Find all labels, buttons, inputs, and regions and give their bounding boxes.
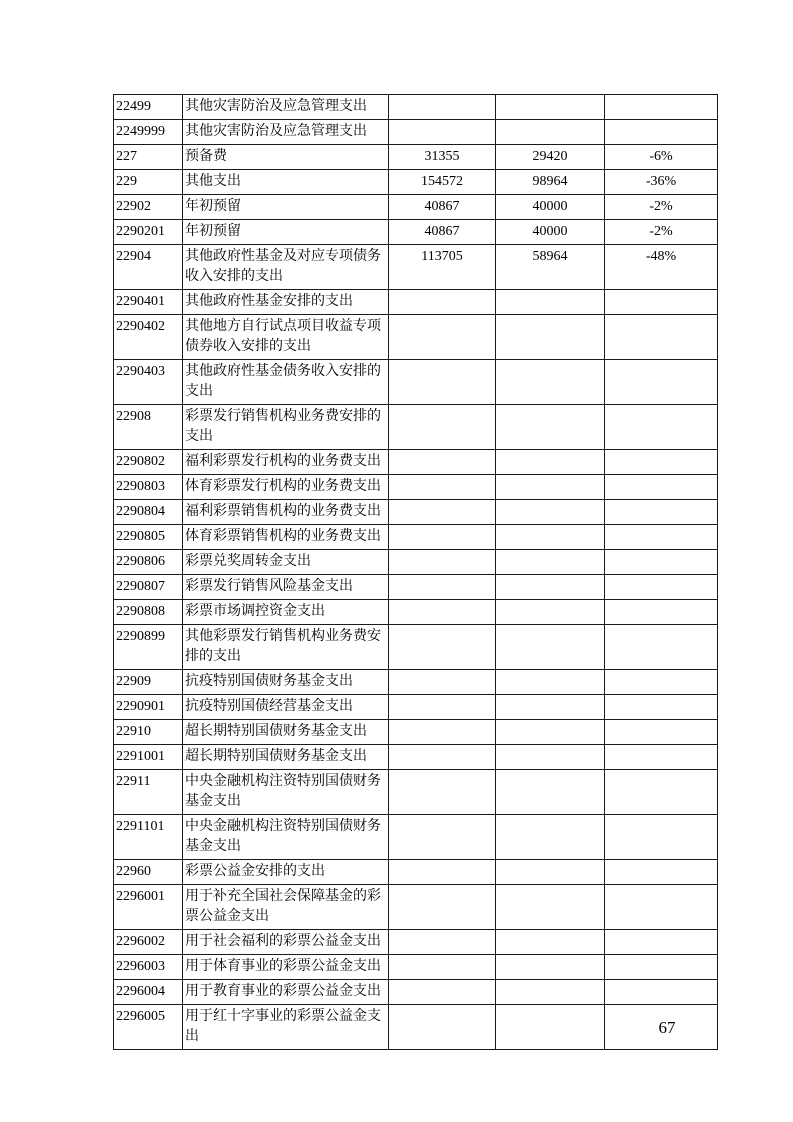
cell-v2: [496, 450, 605, 475]
cell-name: 彩票市场调控资金支出: [183, 600, 389, 625]
cell-code: 2296001: [114, 885, 183, 930]
cell-pct: [605, 980, 718, 1005]
cell-v2: 58964: [496, 245, 605, 290]
cell-v2: [496, 600, 605, 625]
cell-code: 22911: [114, 770, 183, 815]
cell-pct: -2%: [605, 220, 718, 245]
cell-v2: [496, 770, 605, 815]
cell-name: 用于体育事业的彩票公益金支出: [183, 955, 389, 980]
cell-v2: [496, 475, 605, 500]
table-row: [114, 195, 718, 220]
table-row: [114, 625, 718, 670]
cell-name: 福利彩票销售机构的业务费支出: [183, 500, 389, 525]
cell-name: 中央金融机构注资特别国债财务基金支出: [183, 815, 389, 860]
cell-v1: [389, 575, 496, 600]
cell-pct: [605, 815, 718, 860]
cell-pct: [605, 670, 718, 695]
cell-v1: [389, 885, 496, 930]
cell-name: 年初预留: [183, 220, 389, 245]
cell-v1: 40867: [389, 220, 496, 245]
cell-v1: [389, 815, 496, 860]
cell-name: 用于社会福利的彩票公益金支出: [183, 930, 389, 955]
cell-name: 超长期特别国债财务基金支出: [183, 745, 389, 770]
cell-name: 其他政府性基金安排的支出: [183, 290, 389, 315]
table-row: [114, 315, 718, 360]
cell-v2: 40000: [496, 195, 605, 220]
cell-v1: [389, 95, 496, 120]
cell-name: 其他支出: [183, 170, 389, 195]
table-row: [114, 145, 718, 170]
cell-code: 227: [114, 145, 183, 170]
cell-code: 2290804: [114, 500, 183, 525]
cell-code: 22960: [114, 860, 183, 885]
table-row: [114, 720, 718, 745]
page-number: 67: [658, 1018, 676, 1037]
cell-v2: [496, 745, 605, 770]
cell-v1: 154572: [389, 170, 496, 195]
cell-v2: [496, 405, 605, 450]
cell-v1: [389, 695, 496, 720]
cell-code: 2290899: [114, 625, 183, 670]
cell-name: 其他灾害防治及应急管理支出: [183, 95, 389, 120]
table-row: [114, 500, 718, 525]
cell-name: 用于补充全国社会保障基金的彩票公益金支出: [183, 885, 389, 930]
cell-v2: 29420: [496, 145, 605, 170]
cell-v1: [389, 670, 496, 695]
table-row: [114, 220, 718, 245]
cell-code: 2290901: [114, 695, 183, 720]
table-row: [114, 600, 718, 625]
cell-name: 其他地方自行试点项目收益专项债券收入安排的支出: [183, 315, 389, 360]
cell-v2: [496, 575, 605, 600]
cell-code: 2290403: [114, 360, 183, 405]
cell-name: 其他灾害防治及应急管理支出: [183, 120, 389, 145]
cell-v1: [389, 525, 496, 550]
cell-code: 22909: [114, 670, 183, 695]
cell-code: 2290807: [114, 575, 183, 600]
cell-name: 体育彩票销售机构的业务费支出: [183, 525, 389, 550]
table-row: [114, 95, 718, 120]
cell-name: 体育彩票发行机构的业务费支出: [183, 475, 389, 500]
cell-name: 中央金融机构注资特别国债财务基金支出: [183, 770, 389, 815]
cell-pct: [605, 290, 718, 315]
cell-pct: [605, 95, 718, 120]
table-row: [114, 120, 718, 145]
cell-v1: [389, 120, 496, 145]
cell-v1: [389, 980, 496, 1005]
cell-v1: [389, 500, 496, 525]
cell-code: 2290805: [114, 525, 183, 550]
cell-pct: [605, 885, 718, 930]
table-row: [114, 525, 718, 550]
cell-code: 2296002: [114, 930, 183, 955]
cell-v2: [496, 95, 605, 120]
cell-code: 2296005: [114, 1005, 183, 1050]
cell-code: 2290201: [114, 220, 183, 245]
cell-pct: [605, 315, 718, 360]
cell-v2: [496, 550, 605, 575]
cell-code: 2290806: [114, 550, 183, 575]
budget-table-body: [114, 95, 718, 1050]
cell-pct: [605, 550, 718, 575]
cell-pct: [605, 575, 718, 600]
table-row: [114, 955, 718, 980]
cell-pct: -48%: [605, 245, 718, 290]
cell-pct: [605, 450, 718, 475]
table-row: [114, 290, 718, 315]
cell-v1: 40867: [389, 195, 496, 220]
cell-v1: [389, 405, 496, 450]
table-row: [114, 575, 718, 600]
table-row: [114, 170, 718, 195]
cell-code: 22910: [114, 720, 183, 745]
cell-pct: [605, 405, 718, 450]
cell-pct: -2%: [605, 195, 718, 220]
cell-v2: [496, 1005, 605, 1050]
cell-name: 福利彩票发行机构的业务费支出: [183, 450, 389, 475]
cell-v1: [389, 860, 496, 885]
cell-v1: 113705: [389, 245, 496, 290]
cell-pct: [605, 360, 718, 405]
cell-name: 彩票发行销售机构业务费安排的支出: [183, 405, 389, 450]
table-row: [114, 815, 718, 860]
cell-pct: [605, 930, 718, 955]
cell-v1: [389, 770, 496, 815]
table-row: [114, 695, 718, 720]
cell-pct: [605, 745, 718, 770]
cell-pct: [605, 955, 718, 980]
cell-v2: [496, 695, 605, 720]
cell-name: 彩票发行销售风险基金支出: [183, 575, 389, 600]
cell-name: 其他政府性基金债务收入安排的支出: [183, 360, 389, 405]
cell-name: 其他政府性基金及对应专项债务收入安排的支出: [183, 245, 389, 290]
cell-v1: [389, 745, 496, 770]
cell-name: 超长期特别国债财务基金支出: [183, 720, 389, 745]
cell-pct: -36%: [605, 170, 718, 195]
cell-name: 彩票兑奖周转金支出: [183, 550, 389, 575]
cell-v2: 40000: [496, 220, 605, 245]
table-row: [114, 930, 718, 955]
cell-name: 年初预留: [183, 195, 389, 220]
table-row: [114, 450, 718, 475]
table-row: [114, 405, 718, 450]
cell-v2: [496, 930, 605, 955]
cell-v2: [496, 625, 605, 670]
cell-name: 用于红十字事业的彩票公益金支出: [183, 1005, 389, 1050]
cell-v1: [389, 450, 496, 475]
cell-v2: [496, 120, 605, 145]
cell-v2: [496, 670, 605, 695]
cell-pct: [605, 860, 718, 885]
table-row: [114, 1005, 718, 1050]
cell-v2: [496, 955, 605, 980]
cell-v2: [496, 980, 605, 1005]
cell-v1: [389, 930, 496, 955]
table-row: [114, 770, 718, 815]
cell-name: 彩票公益金安排的支出: [183, 860, 389, 885]
cell-code: 2290802: [114, 450, 183, 475]
cell-name: 用于教育事业的彩票公益金支出: [183, 980, 389, 1005]
table-row: [114, 550, 718, 575]
cell-v1: [389, 550, 496, 575]
cell-code: 22908: [114, 405, 183, 450]
cell-pct: [605, 500, 718, 525]
cell-code: 22902: [114, 195, 183, 220]
cell-v2: [496, 315, 605, 360]
cell-name: 预备费: [183, 145, 389, 170]
cell-code: 2249999: [114, 120, 183, 145]
table-row: [114, 475, 718, 500]
cell-name: 其他彩票发行销售机构业务费安排的支出: [183, 625, 389, 670]
cell-v1: [389, 315, 496, 360]
cell-v2: [496, 720, 605, 745]
table-row: [114, 670, 718, 695]
cell-name: 抗疫特别国债财务基金支出: [183, 670, 389, 695]
cell-pct: [605, 695, 718, 720]
cell-code: 2290803: [114, 475, 183, 500]
cell-v1: [389, 1005, 496, 1050]
cell-v2: [496, 885, 605, 930]
cell-v1: [389, 955, 496, 980]
cell-code: 2291001: [114, 745, 183, 770]
cell-name: 抗疫特别国债经营基金支出: [183, 695, 389, 720]
cell-v2: [496, 815, 605, 860]
cell-v2: [496, 290, 605, 315]
cell-code: 2290401: [114, 290, 183, 315]
cell-v1: [389, 290, 496, 315]
cell-v1: [389, 360, 496, 405]
table-row: [114, 245, 718, 290]
cell-code: 2291101: [114, 815, 183, 860]
cell-v2: [496, 360, 605, 405]
cell-code: 22499: [114, 95, 183, 120]
cell-v1: [389, 720, 496, 745]
cell-code: 2296003: [114, 955, 183, 980]
cell-pct: -6%: [605, 145, 718, 170]
cell-pct: [605, 120, 718, 145]
cell-v1: [389, 475, 496, 500]
table-row: [114, 980, 718, 1005]
cell-code: 2290402: [114, 315, 183, 360]
cell-pct: [605, 525, 718, 550]
cell-v1: 31355: [389, 145, 496, 170]
budget-table: [113, 94, 718, 1050]
cell-pct: [605, 720, 718, 745]
cell-v2: [496, 860, 605, 885]
table-row: [114, 745, 718, 770]
cell-v1: [389, 625, 496, 670]
cell-v1: [389, 600, 496, 625]
cell-v2: [496, 525, 605, 550]
cell-v2: 98964: [496, 170, 605, 195]
cell-pct: [605, 475, 718, 500]
cell-pct: [605, 625, 718, 670]
cell-code: 2296004: [114, 980, 183, 1005]
table-row: [114, 860, 718, 885]
table-row: [114, 885, 718, 930]
cell-v2: [496, 500, 605, 525]
cell-code: 22904: [114, 245, 183, 290]
cell-code: 229: [114, 170, 183, 195]
cell-pct: [605, 770, 718, 815]
cell-pct: [605, 600, 718, 625]
table-row: [114, 360, 718, 405]
cell-code: 2290808: [114, 600, 183, 625]
